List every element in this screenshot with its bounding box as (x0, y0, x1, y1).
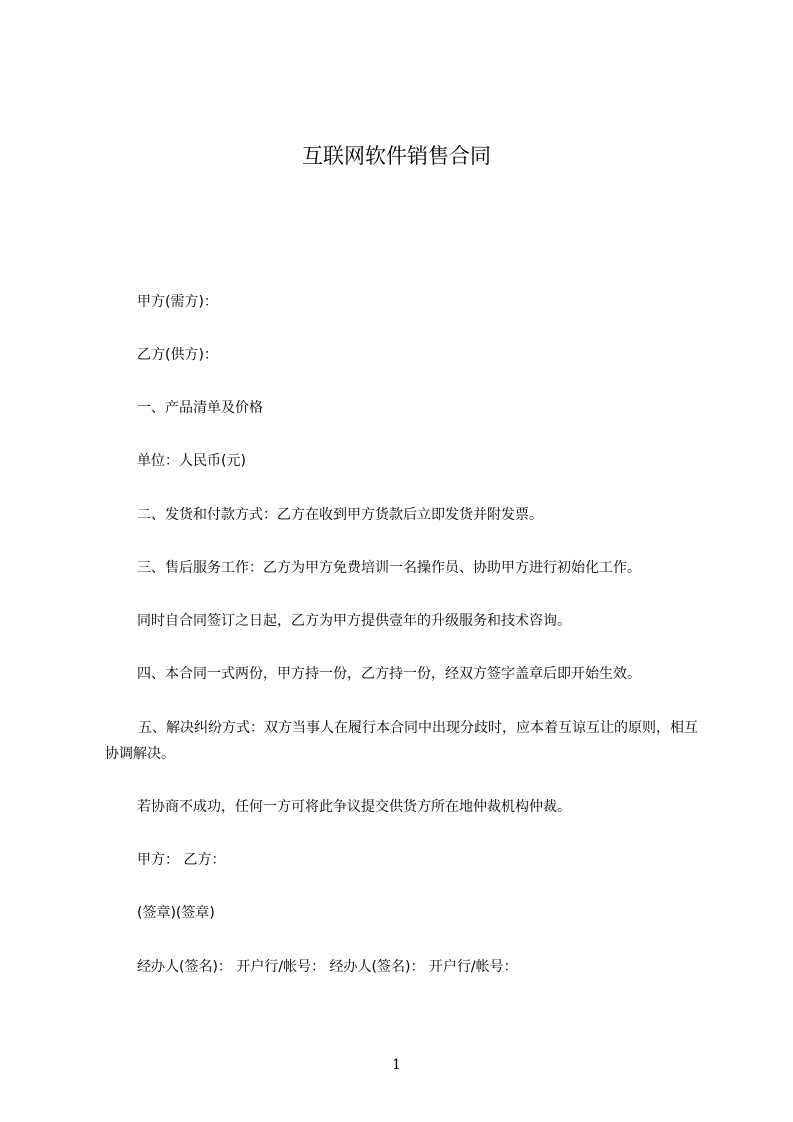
signature-parties-line: 甲方： 乙方： (137, 852, 226, 868)
currency-unit-line: 单位：人民币(元) (137, 453, 246, 469)
party-b-line: 乙方(供方)： (137, 347, 218, 363)
contract-title: 互联网软件销售合同 (302, 144, 491, 168)
section-1-heading: 一、产品清单及价格 (137, 400, 263, 416)
section-2-shipping-payment: 二、发货和付款方式：乙方在收到甲方货款后立即发货并附发票。 (137, 507, 543, 523)
party-a-line: 甲方(需方)： (137, 294, 218, 310)
arbitration-line: 若协商不成功，任何一方可将此争议提交供货方所在地仲裁机构仲裁。 (137, 799, 571, 815)
section-5-dispute-resolution: 五、解决纠纷方式：双方当事人在履行本合同中出现分歧时，应本着互谅互让的原则，相互协调解决。 (105, 720, 698, 762)
seal-line: (签章)(签章) (137, 905, 215, 921)
page-number: 1 (392, 1057, 401, 1073)
upgrade-service-line: 同时自合同签订之日起，乙方为甲方提供壹年的升级服务和技术咨询。 (137, 613, 571, 629)
section-4-copies: 四、本合同一式两份，甲方持一份，乙方持一份，经双方签字盖章后即开始生效。 (137, 666, 641, 682)
agent-bank-account-line: 经办人(签名)： 开户行/帐号： 经办人(签名)： 开户行/帐号： (137, 959, 518, 975)
section-3-after-sales: 三、售后服务工作：乙方为甲方免费培训一名操作员、协助甲方进行初始化工作。 (137, 560, 641, 576)
